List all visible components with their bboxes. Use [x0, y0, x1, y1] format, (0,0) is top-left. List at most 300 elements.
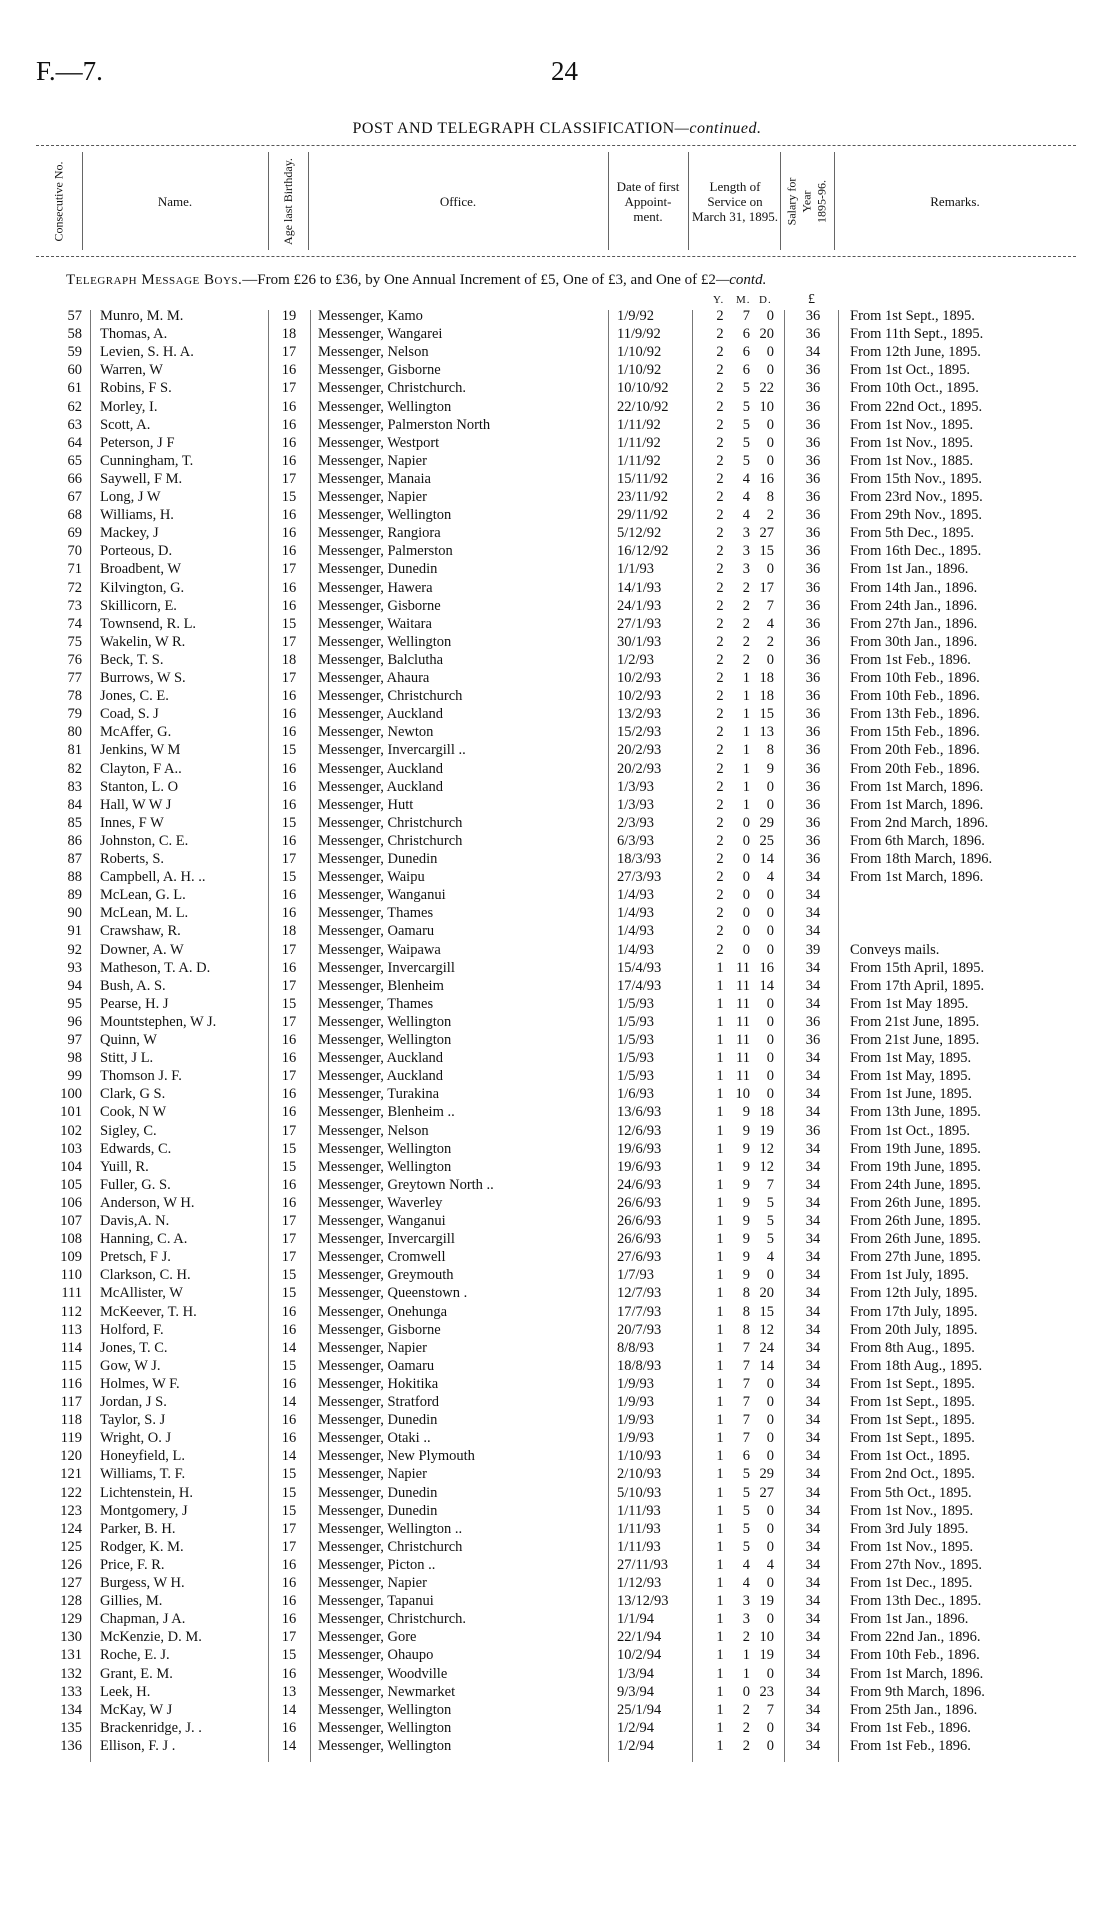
row-service-months: 7 [742, 1339, 750, 1356]
row-service-months: 6 [742, 344, 750, 361]
row-name: Clark, G S. [100, 1086, 166, 1103]
row-number: 88 [67, 869, 82, 886]
row-remarks: From 20th July, 1895. [850, 1321, 978, 1338]
row-number: 112 [60, 1303, 82, 1320]
row-age: 15 [281, 1285, 297, 1302]
row-appointment-date: 1/5/93 [617, 1050, 655, 1067]
row-service-months: 3 [742, 525, 750, 542]
row-service-days: 15 [759, 1303, 774, 1320]
row-appointment-date: 18/8/93 [617, 1357, 662, 1374]
row-name: Beck, T. S. [100, 651, 164, 668]
row-service-years: 2 [716, 597, 724, 614]
table-row [0, 669, 1114, 687]
row-remarks: From 1st Sept., 1895. [850, 1375, 975, 1392]
row-age: 16 [281, 1430, 297, 1447]
row-service-years: 1 [716, 1683, 724, 1700]
row-name: Saywell, F M. [100, 470, 183, 487]
row-service-days: 14 [759, 977, 774, 994]
table-row [0, 1284, 1114, 1302]
row-remarks: From 1st Sept., 1895. [850, 308, 975, 324]
row-appointment-date: 1/10/92 [617, 344, 662, 361]
table-header [36, 145, 1076, 257]
row-salary: 34 [805, 1104, 821, 1121]
row-number: 123 [60, 1502, 82, 1519]
table-row [0, 1103, 1114, 1121]
row-remarks: From 1st Oct., 1895. [850, 1448, 971, 1465]
row-name: Robins, F S. [100, 380, 172, 397]
row-remarks: From 1st Nov., 1895. [850, 416, 974, 433]
table-row [0, 1085, 1114, 1103]
row-service-days: 0 [766, 434, 774, 451]
row-service-years: 1 [716, 1122, 724, 1139]
table-row [0, 379, 1114, 397]
header-age: Age last Birthday. [280, 157, 295, 245]
row-salary: 34 [805, 1683, 821, 1700]
row-service-months: 11 [736, 959, 750, 976]
row-age: 17 [281, 1231, 297, 1248]
row-service-months: 5 [742, 416, 750, 433]
row-service-days: 0 [766, 1375, 774, 1392]
row-age: 18 [281, 651, 297, 668]
row-remarks: From 1st Nov., 1895. [850, 1502, 974, 1519]
row-service-days: 0 [766, 778, 774, 795]
row-service-days: 0 [766, 1502, 774, 1519]
row-remarks: From 27th June, 1895. [850, 1249, 981, 1266]
row-appointment-date: 1/10/93 [617, 1448, 662, 1465]
row-service-months: 8 [742, 1321, 750, 1338]
row-service-months: 6 [742, 362, 750, 379]
row-name: Yuill, R. [100, 1158, 149, 1175]
row-office: Messenger, Auckland [318, 706, 444, 723]
row-office: Messenger, Dunedin [318, 1502, 438, 1519]
row-salary: 34 [805, 1050, 821, 1067]
row-office: Messenger, Invercargill [318, 1231, 455, 1248]
row-appointment-date: 15/4/93 [617, 959, 662, 976]
row-salary: 36 [805, 362, 821, 379]
row-service-months: 1 [742, 796, 750, 813]
row-office: Messenger, Wellington [318, 1737, 452, 1754]
row-name: McLean, M. L. [100, 905, 189, 922]
row-service-months: 0 [742, 887, 750, 904]
row-service-months: 0 [742, 832, 750, 849]
row-office: Messenger, Gore [318, 1629, 417, 1646]
row-age: 15 [281, 1466, 297, 1483]
row-remarks: From 1st Nov., 1885. [850, 452, 974, 469]
row-appointment-date: 16/12/92 [617, 543, 669, 560]
row-number: 83 [67, 778, 82, 795]
row-number: 62 [67, 398, 82, 415]
row-name: Leek, H. [100, 1683, 151, 1700]
row-service-days: 0 [766, 1013, 774, 1030]
row-name: McKay, W J [100, 1701, 173, 1718]
table-row [0, 1122, 1114, 1140]
table-row [0, 922, 1114, 940]
row-remarks: From 30th Jan., 1896. [850, 633, 978, 650]
row-name: Clarkson, C. H. [100, 1267, 191, 1284]
row-office: Messenger, Waipu [318, 869, 425, 886]
row-appointment-date: 1/3/94 [617, 1665, 655, 1682]
row-remarks: From 11th Sept., 1895. [850, 326, 984, 343]
row-name: Anderson, W H. [100, 1194, 195, 1211]
row-name: Peterson, J F [100, 434, 175, 451]
row-office: Messenger, Wellington [318, 1013, 452, 1030]
row-appointment-date: 1/3/93 [617, 796, 655, 813]
row-number: 131 [60, 1647, 82, 1664]
row-service-years: 1 [716, 1158, 724, 1175]
row-service-months: 10 [735, 1086, 750, 1103]
row-appointment-date: 25/1/94 [617, 1701, 662, 1718]
row-age: 16 [281, 543, 297, 560]
row-service-years: 1 [716, 1394, 724, 1410]
row-name: McKenzie, D. M. [100, 1629, 202, 1646]
row-remarks: From 27th Jan., 1896. [850, 615, 978, 632]
row-service-days: 0 [766, 1068, 774, 1085]
row-salary: 34 [805, 1611, 821, 1628]
row-age: 15 [281, 814, 297, 831]
row-salary: 34 [805, 1375, 821, 1392]
row-service-days: 5 [766, 1194, 774, 1211]
row-salary: 34 [805, 1448, 821, 1465]
row-office: Messenger, Newton [318, 724, 434, 741]
row-name: Crawshaw, R. [100, 923, 181, 940]
row-salary: 34 [805, 1158, 821, 1175]
table-row [0, 470, 1114, 488]
row-service-days: 0 [766, 1412, 774, 1429]
row-appointment-date: 10/2/93 [617, 688, 662, 705]
row-appointment-date: 1/9/93 [617, 1375, 655, 1392]
row-remarks: From 16th Dec., 1895. [850, 543, 982, 560]
row-service-years: 1 [716, 1556, 724, 1573]
row-salary: 36 [805, 489, 821, 505]
row-service-months: 7 [742, 1375, 750, 1392]
row-service-months: 7 [742, 308, 750, 324]
row-remarks: From 5th Dec., 1895. [850, 525, 975, 542]
row-service-days: 0 [766, 1737, 774, 1754]
row-salary: 36 [805, 561, 821, 578]
row-name: Montgomery, J [100, 1502, 188, 1519]
page-title [0, 120, 1114, 138]
table-row [0, 1574, 1114, 1592]
row-office: Messenger, Invercargill .. [318, 742, 466, 759]
row-number: 116 [60, 1375, 82, 1392]
row-name: Hall, W W J [100, 796, 172, 813]
row-age: 16 [281, 1086, 297, 1103]
row-age: 16 [281, 887, 297, 904]
row-salary: 36 [805, 832, 821, 849]
row-name: Downer, A. W [100, 941, 184, 958]
row-service-days: 0 [766, 995, 774, 1012]
table-row [0, 723, 1114, 741]
row-office: Messenger, Wellington [318, 1719, 452, 1736]
row-service-days: 19 [759, 1647, 774, 1664]
row-name: Stitt, J L. [100, 1050, 154, 1067]
row-appointment-date: 22/10/92 [617, 398, 669, 415]
row-service-months: 9 [742, 1104, 750, 1121]
row-appointment-date: 27/1/93 [617, 615, 662, 632]
row-office: Messenger, Napier [318, 452, 427, 469]
row-office: Messenger, Napier [318, 489, 427, 505]
row-age: 17 [281, 977, 297, 994]
row-office: Messenger, Invercargill [318, 959, 455, 976]
row-number: 85 [67, 814, 82, 831]
row-service-years: 1 [716, 1013, 724, 1030]
table-row [0, 1628, 1114, 1646]
row-number: 75 [67, 633, 82, 650]
row-service-days: 15 [759, 543, 774, 560]
row-appointment-date: 8/8/93 [617, 1339, 655, 1356]
row-name: Roberts, S. [100, 851, 165, 867]
row-service-years: 1 [716, 1339, 724, 1356]
row-number: 110 [60, 1267, 82, 1284]
row-number: 76 [67, 651, 82, 668]
row-service-years: 1 [716, 1213, 724, 1229]
row-age: 16 [281, 796, 297, 813]
row-name: McAllister, W [100, 1285, 183, 1302]
row-office: Messenger, Thames [318, 905, 434, 922]
row-name: Jones, C. E. [100, 688, 169, 705]
row-service-months: 5 [742, 380, 750, 397]
row-service-years: 1 [716, 1502, 724, 1519]
row-service-months: 5 [742, 452, 750, 469]
row-service-months: 9 [742, 1249, 750, 1266]
row-office: Messenger, Wellington [318, 398, 452, 415]
row-service-months: 6 [742, 1448, 750, 1465]
row-number: 93 [67, 959, 82, 976]
row-number: 63 [67, 416, 82, 433]
row-service-months: 11 [736, 1032, 750, 1048]
row-service-days: 0 [766, 416, 774, 433]
row-age: 16 [281, 362, 297, 379]
row-office: Messenger, Turakina [318, 1086, 440, 1103]
row-age: 15 [281, 995, 297, 1012]
row-salary: 36 [805, 470, 821, 487]
row-age: 16 [281, 1719, 297, 1736]
row-service-days: 12 [759, 1158, 774, 1175]
row-number: 64 [67, 434, 82, 451]
row-service-years: 2 [716, 633, 724, 650]
table-row [0, 1303, 1114, 1321]
row-number: 82 [67, 760, 82, 777]
row-name: Gow, W J. [100, 1357, 161, 1374]
row-service-years: 2 [716, 905, 724, 922]
row-salary: 34 [805, 1213, 821, 1229]
row-office: Messenger, Queenstown . [318, 1285, 468, 1302]
row-appointment-date: 1/4/93 [617, 941, 655, 958]
row-age: 17 [281, 1520, 297, 1537]
row-remarks: From 20th Feb., 1896. [850, 760, 980, 777]
table-row [0, 1719, 1114, 1737]
row-age: 16 [281, 688, 297, 705]
row-appointment-date: 1/11/92 [617, 416, 661, 433]
table-row [0, 651, 1114, 669]
header-name: Name. [157, 193, 193, 209]
row-name: Chapman, J A. [100, 1611, 186, 1628]
row-name: McLean, G. L. [100, 887, 186, 904]
table-row [0, 506, 1114, 524]
row-service-days: 10 [759, 398, 774, 415]
row-service-days: 25 [759, 832, 774, 849]
row-name: Grant, E. M. [100, 1665, 173, 1682]
row-remarks: From 20th Feb., 1896. [850, 742, 980, 759]
row-service-years: 1 [716, 1520, 724, 1537]
row-name: Skillicorn, E. [100, 597, 177, 614]
row-service-days: 4 [766, 1249, 774, 1266]
row-number: 104 [60, 1158, 82, 1175]
row-number: 58 [67, 326, 82, 343]
row-appointment-date: 17/7/93 [617, 1303, 662, 1320]
row-service-days: 0 [766, 923, 774, 940]
row-appointment-date: 20/2/93 [617, 760, 662, 777]
row-salary: 36 [805, 633, 821, 650]
row-name: Levien, S. H. A. [100, 344, 194, 361]
row-office: Messenger, Otaki .. [318, 1430, 431, 1447]
row-remarks: From 14th Jan., 1896. [850, 579, 978, 596]
row-service-days: 16 [759, 470, 774, 487]
row-office: Messenger, New Plymouth [318, 1448, 475, 1465]
row-service-days: 24 [759, 1339, 774, 1356]
row-remarks: From 1st May 1895. [850, 995, 969, 1012]
row-service-months: 4 [742, 507, 750, 524]
row-name: Townsend, R. L. [100, 615, 197, 632]
row-appointment-date: 1/7/93 [617, 1267, 655, 1284]
row-office: Messenger, Christchurch [318, 832, 463, 849]
row-appointment-date: 1/9/93 [617, 1412, 655, 1429]
row-appointment-date: 18/3/93 [617, 851, 662, 867]
row-name: Williams, H. [100, 507, 174, 524]
table-row [0, 868, 1114, 886]
row-remarks: From 1st Jan., 1896. [850, 561, 969, 578]
table-row [0, 615, 1114, 633]
row-service-months: 11 [736, 995, 750, 1012]
row-service-months: 4 [742, 1575, 750, 1591]
row-service-months: 11 [736, 1050, 750, 1067]
row-service-years: 1 [716, 1575, 724, 1591]
row-name: Davis,A. N. [100, 1213, 170, 1229]
row-service-years: 1 [716, 1249, 724, 1266]
row-office: Messenger, Hutt [318, 796, 414, 813]
row-service-years: 2 [716, 832, 724, 849]
row-name: Thomson J. F. [100, 1068, 182, 1085]
row-office: Messenger, Wellington [318, 1032, 452, 1048]
row-age: 16 [281, 1104, 297, 1121]
row-number: 117 [60, 1394, 82, 1410]
row-number: 105 [60, 1176, 82, 1193]
row-appointment-date: 9/3/94 [617, 1683, 655, 1700]
row-service-days: 19 [759, 1593, 774, 1610]
row-service-days: 29 [759, 1466, 774, 1483]
row-service-years: 2 [716, 869, 724, 886]
row-service-years: 2 [716, 796, 724, 813]
row-age: 16 [281, 579, 297, 596]
row-name: Wakelin, W R. [100, 633, 186, 650]
row-service-days: 0 [766, 1050, 774, 1067]
table-row [0, 1013, 1114, 1031]
row-office: Messenger, Napier [318, 1339, 427, 1356]
row-age: 16 [281, 1611, 297, 1628]
row-name: Fuller, G. S. [100, 1176, 171, 1193]
row-name: McAffer, G. [100, 724, 172, 741]
row-remarks: From 1st July, 1895. [850, 1267, 969, 1284]
row-age: 17 [281, 1538, 297, 1555]
row-service-months: 1 [742, 706, 750, 723]
row-service-months: 0 [742, 851, 750, 867]
row-appointment-date: 20/7/93 [617, 1321, 662, 1338]
row-remarks: Conveys mails. [850, 941, 940, 958]
row-number: 61 [67, 380, 82, 397]
row-service-years: 1 [716, 1194, 724, 1211]
table-row [0, 705, 1114, 723]
header-length: Length of Service on March 31, 1895. [692, 178, 778, 224]
table-row [0, 452, 1114, 470]
row-appointment-date: 19/6/93 [617, 1158, 662, 1175]
row-appointment-date: 19/6/93 [617, 1140, 662, 1157]
row-remarks: From 9th March, 1896. [850, 1683, 985, 1700]
row-remarks: From 8th Aug., 1895. [850, 1339, 975, 1356]
row-salary: 34 [805, 1538, 821, 1555]
row-number: 118 [60, 1412, 82, 1429]
row-remarks: From 18th Aug., 1895. [850, 1357, 983, 1374]
row-age: 15 [281, 742, 297, 759]
row-name: Mackey, J [100, 525, 159, 542]
row-name: Taylor, S. J [100, 1412, 166, 1429]
row-name: Gillies, M. [100, 1593, 163, 1610]
row-service-days: 0 [766, 651, 774, 668]
row-service-days: 0 [766, 1575, 774, 1591]
row-salary: 34 [805, 1357, 821, 1374]
row-name: Price, F. R. [100, 1556, 165, 1573]
table-row [0, 1737, 1114, 1755]
row-appointment-date: 1/2/93 [617, 651, 655, 668]
row-office: Messenger, Napier [318, 1466, 427, 1483]
row-office: Messenger, Wangarei [318, 326, 443, 343]
row-appointment-date: 1/3/93 [617, 778, 655, 795]
row-service-months: 9 [742, 1213, 750, 1229]
row-service-days: 8 [766, 742, 774, 759]
row-service-days: 13 [759, 724, 774, 741]
row-remarks: From 21st June, 1895. [850, 1013, 980, 1030]
row-salary: 36 [805, 778, 821, 795]
row-office: Messenger, Waipawa [318, 941, 441, 958]
row-salary: 36 [805, 416, 821, 433]
row-office: Messenger, Wellington .. [318, 1520, 463, 1537]
row-remarks: From 1st Feb., 1896. [850, 651, 971, 668]
row-number: 103 [60, 1140, 82, 1157]
row-service-years: 1 [716, 1412, 724, 1429]
row-remarks: From 26th June, 1895. [850, 1213, 981, 1229]
row-service-years: 2 [716, 688, 724, 705]
row-service-months: 11 [736, 977, 750, 994]
row-service-months: 0 [742, 814, 750, 831]
row-service-years: 2 [716, 724, 724, 741]
row-office: Messenger, Hawera [318, 579, 433, 596]
row-appointment-date: 1/2/94 [617, 1719, 655, 1736]
row-remarks: From 1st Nov., 1895. [850, 434, 974, 451]
row-name: Ellison, F. J . [100, 1737, 176, 1754]
row-service-years: 2 [716, 398, 724, 415]
row-salary: 34 [805, 1737, 821, 1754]
row-office: Messenger, Tapanui [318, 1593, 434, 1610]
row-salary: 36 [805, 670, 821, 686]
row-service-months: 3 [742, 1611, 750, 1628]
row-age: 17 [281, 470, 297, 487]
row-salary: 34 [805, 869, 821, 886]
table-row [0, 1393, 1114, 1411]
row-office: Messenger, Ohaupo [318, 1647, 434, 1664]
row-salary: 34 [805, 1556, 821, 1573]
row-service-days: 0 [766, 1267, 774, 1284]
row-service-days: 0 [766, 308, 774, 324]
table-row [0, 977, 1114, 995]
